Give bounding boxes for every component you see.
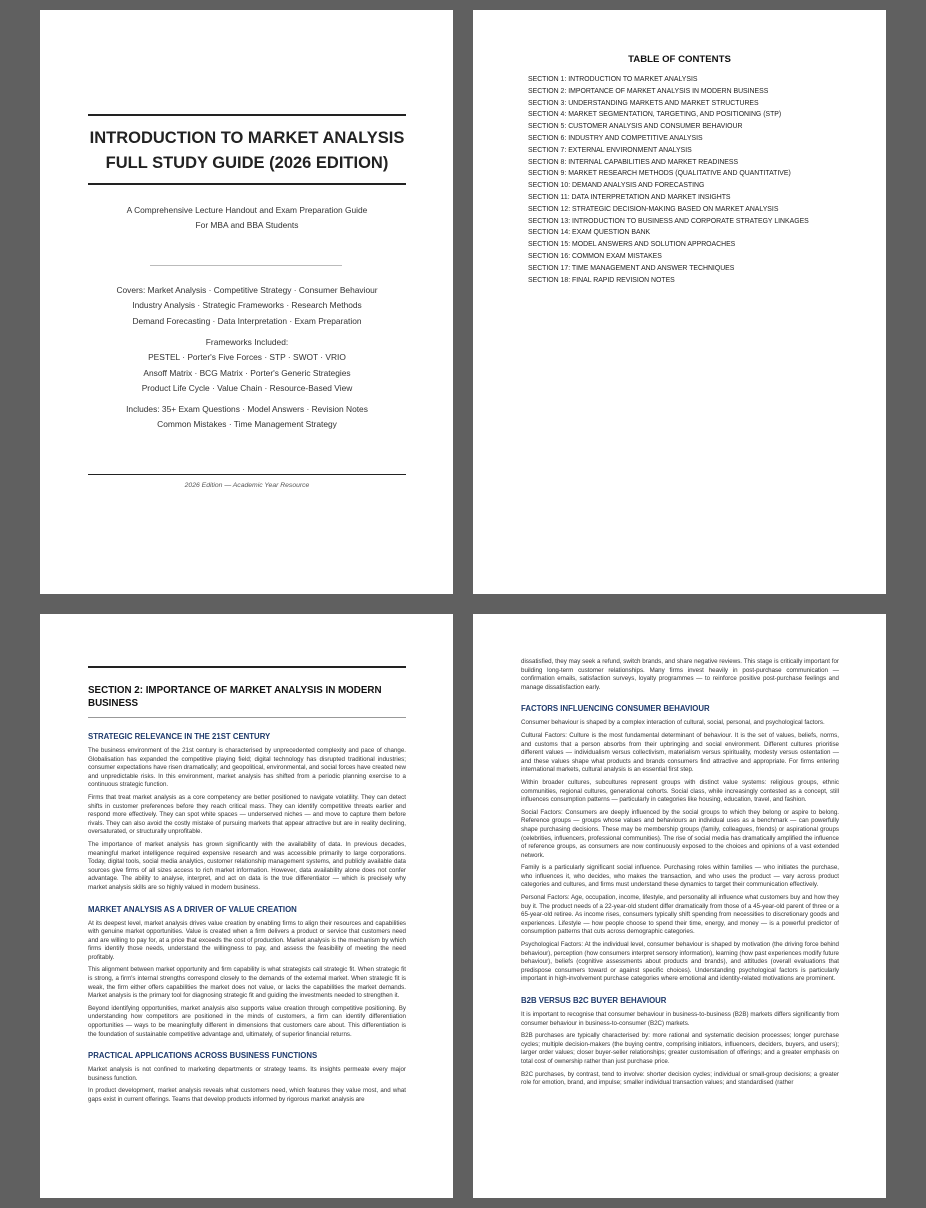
section2-content	[88, 666, 406, 1109]
paragraph: Firms that treat market analysis as a core competency are better positioned to navigate volatility. They can detect shifts in customer preferences before they reach critical mass. They can identify competitive threats earlier and respond more effectively. They can spot white spaces — underserved niches — and move to capture them before rivals. They can also avoid the costly mistake of pursuing markets that appear attractive but are in reality declining, oversaturated, or structurally unprofitable.	[88, 793, 406, 836]
toc-item[interactable]: SECTION 1: INTRODUCTION TO MARKET ANALYSIS	[528, 76, 698, 83]
subheading: B2B VERSUS B2C BUYER BEHAVIOUR	[521, 996, 667, 1005]
cover-includes	[88, 402, 406, 433]
paragraph: The business environment of the 21st century is characterised by unprecedented complexity and pace of change. Globalisation has expanded the competitive playing field; digital technology has disrupted traditional industries; consumer expectations have risen dramatically; and geopolitical, environmental, and social forces have created new and unpredictable risks. In this environment, market analysis has shifted from a periodic planning exercise to a continuous strategic function.	[88, 747, 406, 789]
toc-item[interactable]: SECTION 12: STRATEGIC DECISION-MAKING BASED ON MARKET ANALYSIS	[528, 205, 779, 213]
paragraph: Beyond identifying opportunities, market analysis also supports value creation through competitive positioning. By understanding how competitors are positioned in the minds of customers, a firm can identify differentiation opportunities — ways to be meaningfully different in dimensions that customers care about. This differentiation is the foundation of sustainable competitive advantage and, ultimately, of superior financial returns.	[88, 1004, 406, 1038]
cover-covers	[88, 283, 406, 329]
toc-item[interactable]: SECTION 11: DATA INTERPRETATION AND MARKET INSIGHTS	[528, 193, 731, 201]
toc-item[interactable]: SECTION 8: INTERNAL CAPABILITIES AND MARKET READINESS	[528, 158, 739, 166]
cover-page	[40, 10, 453, 594]
toc-item[interactable]: SECTION 4: MARKET SEGMENTATION, TARGETING, AND POSITIONING (STP)	[528, 111, 782, 119]
toc-item[interactable]: SECTION 14: EXAM QUESTION BANK	[528, 229, 651, 237]
toc-item[interactable]: SECTION 15: MODEL ANSWERS AND SOLUTION APPROACHES	[528, 241, 736, 249]
section-top-rule	[88, 666, 406, 668]
paragraph: B2C purchases, by contrast, tend to involve: shorter decision cycles; individual or small-group decisions; a greater role for emotion, brand, and impulse; smaller individual transaction values; and standardised (rather	[521, 1070, 839, 1087]
frameworks-line3: Product Life Cycle · Value Chain · Resource-Based View	[141, 382, 353, 393]
paragraph: Consumer behaviour is shaped by a complex interaction of cultural, social, personal, and psychological factors.	[521, 719, 825, 727]
paragraph: Psychological Factors: At the individual level, consumer behaviour is shaped by motivation (the driving force behind behaviour), perception (how consumers interpret sensory information), learning (how past experiences modify future behaviour), beliefs (cognitive assessments about products and brands), and attitudes (overall evaluations that predispose consumers toward or against specific choices). Understanding psychological factors is particularly important in high-involvement purchase categories where emotional and identity-related motivations are prominent.	[521, 941, 839, 983]
toc-item[interactable]: SECTION 2: IMPORTANCE OF MARKET ANALYSIS IN MODERN BUSINESS	[528, 87, 769, 95]
paragraph: In product development, market analysis reveals what customers need, which features they value most, and what gaps exist in current offerings. Teams that develop products informed by rigorous market analysis are	[88, 1087, 406, 1103]
section5-content	[521, 658, 839, 1092]
cover-subtitle-line2: For MBA and BBA Students	[195, 220, 299, 231]
paragraph: Family is a particularly significant social influence. Purchasing roles within families — who initiates the purchase, who influences it, who decides, who makes the transaction, and who uses the product — vary across product categories and cultures, and firms must understand these dynamics to target their communication effectively.	[521, 864, 839, 889]
toc-item[interactable]: SECTION 6: INDUSTRY AND COMPETITIVE ANALYSIS	[528, 134, 703, 142]
subheading: MARKET ANALYSIS AS A DRIVER OF VALUE CREATION	[88, 904, 297, 914]
frameworks-line1: PESTEL · Porter's Five Forces · STP · SWOT · VRIO	[148, 352, 346, 363]
toc-item[interactable]: SECTION 9: MARKET RESEARCH METHODS (QUALITATIVE AND QUANTITATIVE)	[528, 170, 791, 178]
section2-page	[40, 614, 453, 1198]
covers-line1: Covers: Market Analysis · Competitive Strategy · Consumer Behaviour	[116, 285, 378, 295]
cover-frameworks	[88, 335, 406, 396]
cover-subtitle-line1: A Comprehensive Lecture Handout and Exam Preparation Guide	[126, 205, 368, 215]
paragraph: At its deepest level, market analysis drives value creation by enabling firms to align their resources and capabilities with genuine market opportunities. Value is created when a firm delivers a product or service that customers need and are willing to pay for, at a price that exceeds the cost of production. Market analysis is the mechanism by which firms identify those needs, understand the willingness to pay, and assess the feasibility of meeting the need profitably.	[88, 919, 406, 961]
toc-page	[473, 10, 886, 594]
covers-line2: Industry Analysis · Strategic Frameworks · Research Methods	[132, 300, 362, 311]
section5-page	[473, 614, 886, 1198]
paragraph: Social Factors: Consumers are deeply influenced by the social groups to which they belong or aspire to belong. Reference groups — groups whose values and behaviours an individual uses as a benchmark — can powerfully shape purchasing decisions. These may be membership groups (family, colleagues, friends) or aspirational groups (celebrities, influencers, professional communities). The rise of social media has dramatically amplified the influence of reference groups, as consumers are now continuously exposed to the choices and opinions of a vast extended network.	[521, 808, 839, 859]
frameworks-heading: Frameworks Included:	[205, 337, 289, 347]
includes-line2: Common Mistakes · Time Management Strategy	[157, 419, 337, 430]
cover-top-rule	[88, 114, 406, 116]
toc-item[interactable]: SECTION 17: TIME MANAGEMENT AND ANSWER TECHNIQUES	[528, 264, 735, 272]
paragraph: Within broader cultures, subcultures represent groups with distinct value systems: religious groups, ethnic communities, regional cultures, generational cohorts. Social class, while increasingly contested as a concept, still influences consumption patterns — particularly in categories like housing, education, travel, and fashion.	[521, 778, 839, 804]
paragraph: Market analysis is not confined to marketing departments or strategy teams. Its insights permeate every major business function.	[88, 1066, 406, 1082]
toc-item[interactable]: SECTION 7: EXTERNAL ENVIRONMENT ANALYSIS	[528, 146, 692, 154]
toc-list	[528, 74, 868, 286]
cover-subtitle	[88, 203, 406, 234]
cover-divider	[150, 265, 342, 266]
paragraph: Cultural Factors: Culture is the most fundamental determinant of behaviour. It is the set of values, beliefs, norms, and customs that a person absorbs from their upbringing and social environment. Different cultures prioritise different values — individualism versus collectivism, materialism versus spirituality, modesty versus ostentation — and these values shape what products and brands consumers find attractive and appropriate. For firms entering international markets, cultural analysis is an essential first step.	[521, 731, 839, 774]
toc-item[interactable]: SECTION 13: INTRODUCTION TO BUSINESS AND CORPORATE STRATEGY LINKAGES	[528, 217, 809, 225]
paragraph: B2B purchases are typically characterised by: more rational and systematic decision processes; longer purchase cycles; multiple decision-makers (the buying centre, comprising initiators, influencers, deciders, buyers, and users); larger order values; closer buyer-seller relationships; greater customisation of offerings; and a greater emphasis on total cost of ownership rather than just purchase price.	[521, 1032, 839, 1065]
includes-line1: Includes: 35+ Exam Questions · Model Answers · Revision Notes	[126, 404, 368, 414]
cover-title	[88, 126, 406, 176]
section-title-rule	[88, 717, 406, 718]
subheading: STRATEGIC RELEVANCE IN THE 21ST CENTURY	[88, 732, 271, 741]
cover-bottom-rule	[88, 183, 406, 185]
toc-item[interactable]: SECTION 5: CUSTOMER ANALYSIS AND CONSUMER BEHAVIOUR	[528, 123, 743, 131]
toc-title: TABLE OF CONTENTS	[628, 54, 731, 65]
cover-footer: 2026 Edition — Academic Year Resource	[184, 482, 310, 489]
covers-line3: Demand Forecasting · Data Interpretation · Exam Preparation	[132, 315, 362, 326]
cover-title-line1: INTRODUCTION TO MARKET ANALYSIS	[89, 129, 405, 147]
toc-item[interactable]: SECTION 3: UNDERSTANDING MARKETS AND MARKET STRUCTURES	[528, 99, 759, 107]
subheading: PRACTICAL APPLICATIONS ACROSS BUSINESS FUNCTIONS	[88, 1051, 318, 1061]
paragraph: Personal Factors: Age, occupation, income, lifestyle, and personality all influence what customers buy and how they buy it. The product needs of a 22-year-old student differ dramatically from those of a 45-year-old parent of three or a 65-year-old retiree. As income rises, consumers typically shift spending from necessities to discretionary goods and experiences. Lifestyle — how people choose to spend their time, energy, and money — is a powerful predictor of consumption patterns that cuts across demographic categories.	[521, 894, 839, 936]
paragraph: This alignment between market opportunity and firm capability is what strategists call strategic fit. When strategic fit is strong, a firm's internal strengths correspond closely to the demands of the external market. When strategic fit is weak, the firm either offers capabilities the market does not value, or lacks the capabilities the market demands. Market analysis is the primary tool for diagnosing strategic fit and guiding the investments needed to strengthen it.	[88, 966, 406, 1000]
toc-item[interactable]: SECTION 16: COMMON EXAM MISTAKES	[528, 252, 662, 260]
toc-item[interactable]: SECTION 18: FINAL RAPID REVISION NOTES	[528, 276, 675, 284]
paragraph: It is important to recognise that consumer behaviour in business-to-business (B2B) markets differs significantly from consumer behaviour in business-to-consumer (B2C) markets.	[521, 1011, 839, 1027]
paragraph: dissatisfied, they may seek a refund, switch brands, and share negative reviews. This stage is critically important for building long-term customer relationships. Many firms invest heavily in post-purchase communication — confirmation emails, satisfaction surveys, loyalty programmes — to reinforce positive post-purchase feelings and manage dissatisfaction early.	[521, 658, 839, 691]
cover-footer-rule	[88, 474, 406, 475]
paragraph: The importance of market analysis has grown significantly with the availability of data. In previous decades, meaningful market intelligence required expensive research and was accessible primarily to large corporations. Today, digital tools, social media analytics, customer relationship management systems, and publicly available data sources give firms of all sizes access to rich market information. However, data availability alone does not confer advantage. The ability to analyse, interpret, and act on data is the true differentiator — which is precisely why market analysis skills are so highly valued in modern business.	[88, 840, 406, 891]
section-title: SECTION 2: IMPORTANCE OF MARKET ANALYSIS IN MODERN BUSINESS	[88, 685, 382, 709]
cover-title-line2: FULL STUDY GUIDE (2026 EDITION)	[105, 154, 389, 172]
toc-item[interactable]: SECTION 10: DEMAND ANALYSIS AND FORECASTING	[528, 182, 705, 190]
frameworks-line2: Ansoff Matrix · BCG Matrix · Porter's Generic Strategies	[143, 367, 351, 378]
subheading: FACTORS INFLUENCING CONSUMER BEHAVIOUR	[521, 704, 710, 714]
